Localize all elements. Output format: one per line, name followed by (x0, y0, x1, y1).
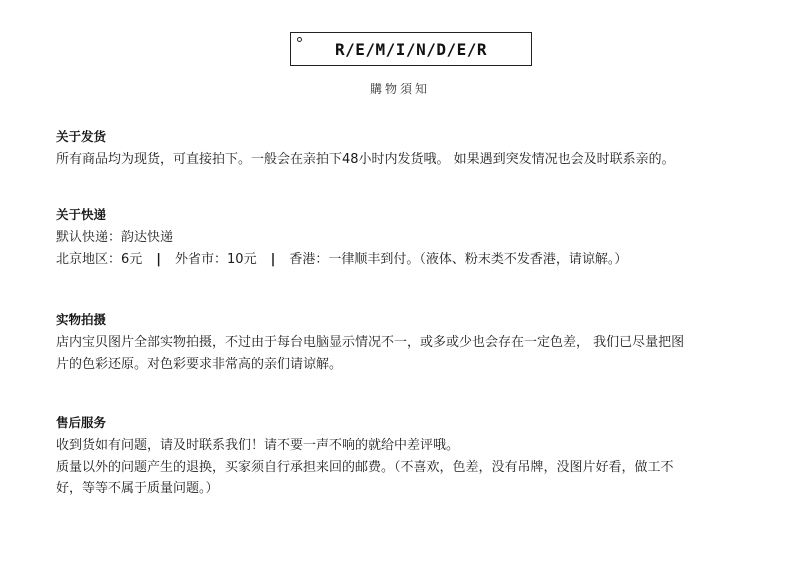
section-text: 好，等等不属于质量问题。） (56, 481, 219, 496)
rate-separator: | (270, 251, 276, 267)
section-text: 店内宝贝图片全部实物拍摄，不过由于每台电脑显示情况不一，或多或少也会存在一定色差， 我们已尽量把图 (56, 335, 685, 350)
section-shipping (56, 127, 756, 171)
section-text: 所有商品均为现货，可直接拍下。一般会在亲拍下48小时内发货哦。 如果遇到突发情况也会及时联系亲的。 (56, 152, 675, 167)
rate-hongkong: 香港：一律顺丰到付。（液体、粉末类不发香港，请谅解。） (289, 251, 628, 267)
section-courier (56, 205, 756, 270)
brand-logo (290, 32, 532, 66)
section-text: 片的色彩还原。对色彩要求非常高的亲们请谅解。 (56, 356, 343, 372)
section-heading: 关于快递 (56, 207, 107, 222)
rate-separator: | (156, 251, 162, 267)
section-heading: 实物拍摄 (56, 312, 107, 327)
section-photos (56, 310, 756, 375)
shipping-rates (56, 249, 756, 271)
section-text: 质量以外的问题产生的退换，买家须自行承担来回的邮费。（不喜欢，色差，没有吊牌，没图片好看，做工不 (56, 459, 674, 475)
section-after-sales (56, 413, 756, 500)
section-text: 收到货如有问题，请及时联系我们！请不要一声不响的就给中差评哦。 (56, 438, 460, 453)
page-subtitle: 購物須知 (369, 82, 430, 96)
logo-text: R/E/M/I/N/D/E/R (335, 40, 487, 59)
section-heading: 售后服务 (56, 415, 107, 430)
section-heading: 关于发货 (56, 129, 107, 144)
rate-other-provinces: 外省市：10元 (175, 251, 257, 267)
default-courier-text: 默认快递：韵达快递 (56, 230, 174, 245)
rate-beijing: 北京地区：6元 (56, 251, 143, 267)
